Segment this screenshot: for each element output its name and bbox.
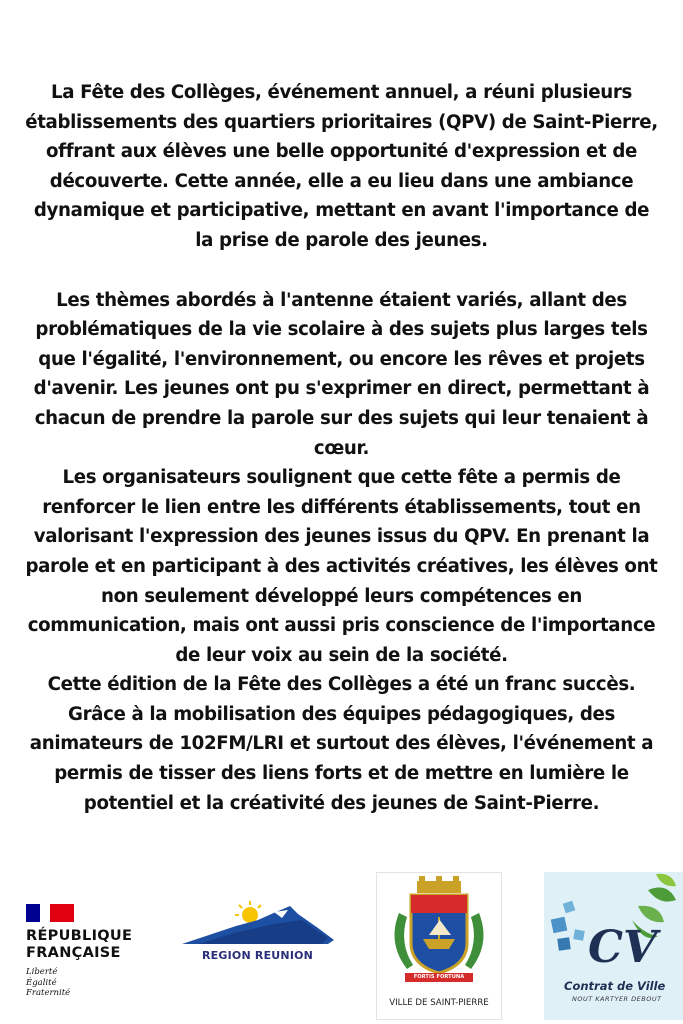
partner-logos — [0, 868, 683, 1024]
text-line: la prise de parole des jeunes. — [195, 229, 488, 251]
paragraph-spacer — [0, 256, 683, 286]
saint-pierre-motto: FORTIS FORTUNA FORTIOR — [413, 974, 465, 989]
text-line: découverte. Cette année, elle a eu lieu dans une ambiance — [49, 170, 634, 192]
text-line: dynamique et participative, mettant en avant l'importance de — [33, 200, 650, 222]
text-line: potentiel et la créativité des jeunes de Saint-Pierre. — [83, 792, 600, 814]
text-line: Les organisateurs soulignent que cette fête a permis de — [62, 467, 621, 489]
text-line: Grâce à la mobilisation des équipes pédagogiques, des — [67, 703, 615, 725]
article-body — [0, 78, 683, 818]
text-line: chacun de prendre la parole sur des sujets qui leur tenaient à — [34, 407, 649, 429]
region-reunion-name: REGION REUNION — [202, 949, 314, 962]
text-line: Les thèmes abordés à l'antenne étaient variés, allant des — [56, 289, 627, 311]
paragraph-organisers — [0, 463, 683, 670]
saint-pierre-name: VILLE DE SAINT-PIERRE — [389, 998, 489, 1008]
saint-pierre-logo — [376, 872, 502, 1020]
text-line: parole et en participant à des activités créatives, les élèves ont — [25, 555, 658, 577]
contrat-de-ville-mark-icon — [544, 872, 683, 976]
text-line: non seulement développé leurs compétences en — [100, 585, 582, 607]
text-line: La Fête des Collèges, événement annuel, a réuni plusieurs — [51, 82, 632, 103]
tricolour-flag-icon — [26, 904, 74, 922]
contrat-de-ville-logo — [544, 872, 683, 1020]
text-line: problématiques de la vie scolaire à des sujets plus larges tels — [35, 319, 648, 341]
republique-motto: Liberté Égalité Fraternité — [26, 967, 71, 998]
text-line: offrant aux élèves une belle opportunité d'expression et de — [45, 141, 637, 163]
text-line: animateurs de 102FM/LRI et surtout des élèves, l'événement a — [29, 733, 654, 755]
text-line: de leur voix au sein de la société. — [175, 644, 508, 666]
text-line: Cette édition de la Fête des Collèges a été un franc succès. — [47, 674, 636, 696]
contrat-de-ville-name: Contrat de Ville — [564, 979, 666, 993]
text-line: valorisant l'expression des jeunes issus du QPV. En prenant la — [33, 526, 650, 548]
text-line: permis de tisser des liens forts et de mettre en lumière le — [54, 763, 629, 785]
contrat-de-ville-tagline: NOUT KARTYER DEBOUT — [572, 995, 662, 1003]
region-reunion-logo — [178, 898, 338, 968]
paragraph-themes — [0, 286, 683, 464]
text-line: d'avenir. Les jeunes ont pu s'exprimer en direct, permettant à — [33, 378, 650, 400]
republique-name: RÉPUBLIQUE FRANÇAISE — [26, 928, 133, 961]
text-line: établissements des quartiers prioritaires (QPV) de Saint-Pierre, — [25, 111, 658, 133]
island-mountain-icon — [178, 898, 338, 948]
cv-monogram: CV — [588, 922, 658, 973]
text-line: cœur. — [313, 437, 370, 459]
paragraph-conclusion — [0, 670, 683, 818]
republique-francaise-logo — [26, 904, 156, 1014]
paragraph-intro — [0, 78, 683, 256]
text-line: communication, mais ont aussi pris conscience de l'importance — [27, 615, 656, 637]
text-line: que l'égalité, l'environnement, ou encore les rêves et projets — [38, 348, 645, 370]
text-line: renforcer le lien entre les différents établissements, tout en — [42, 496, 641, 518]
